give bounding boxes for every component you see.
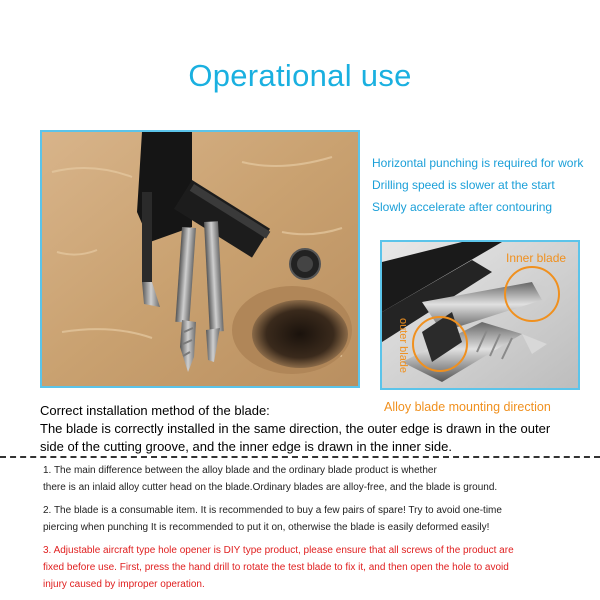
note-line: injury caused by improper operation. [43, 579, 205, 590]
outer-blade-label: outer blade [397, 318, 409, 374]
note-line: 2. The blade is a consumable item. It is recommended to buy a few pairs of spare! Try to avoid one-time [43, 505, 502, 516]
note-line: fixed before use. First, press the hand drill to rotate the test blade to fix it, and then open the hole to avoid [43, 562, 509, 573]
cutting-wood-illustration [42, 132, 358, 386]
note-item [43, 502, 563, 536]
product-photo-cutting-wood [40, 130, 360, 388]
requirement-line: Horizontal punching is required for work [372, 156, 584, 170]
mounting-direction-caption: Alloy blade mounting direction [384, 400, 551, 414]
installation-line: The blade is correctly installed in the same direction, the outer edge is drawn in the outer [40, 421, 551, 436]
page-title: Operational use [188, 58, 412, 93]
blade-detail-photo [380, 240, 580, 390]
note-item [43, 462, 563, 496]
inner-blade-label: Inner blade [506, 251, 567, 265]
blade-detail-illustration [382, 242, 578, 388]
requirement-line: Slowly accelerate after contouring [372, 200, 553, 214]
note-line: piercing when punching It is recommended to put it on, otherwise the blade is easily deformed easily! [43, 522, 490, 533]
dashed-divider [0, 456, 600, 458]
installation-method [40, 402, 560, 456]
note-line: there is an inlaid alloy cutter head on the blade.Ordinary blades are alloy-free, and the blade is ground. [43, 482, 498, 493]
requirement-line: Drilling speed is slower at the start [372, 178, 555, 192]
notes-section [43, 462, 563, 593]
usage-requirements [372, 152, 598, 218]
installation-heading: Correct installation method of the blade: [40, 403, 270, 418]
installation-line: side of the cutting groove, and the inner edge is drawn in the inner side. [40, 439, 452, 454]
note-line: 3. Adjustable aircraft type hole opener is DIY type product, please ensure that all screws of the product are [43, 545, 514, 556]
warning-note [43, 542, 563, 593]
note-line: 1. The main difference between the alloy blade and the ordinary blade product is whether [43, 465, 437, 476]
